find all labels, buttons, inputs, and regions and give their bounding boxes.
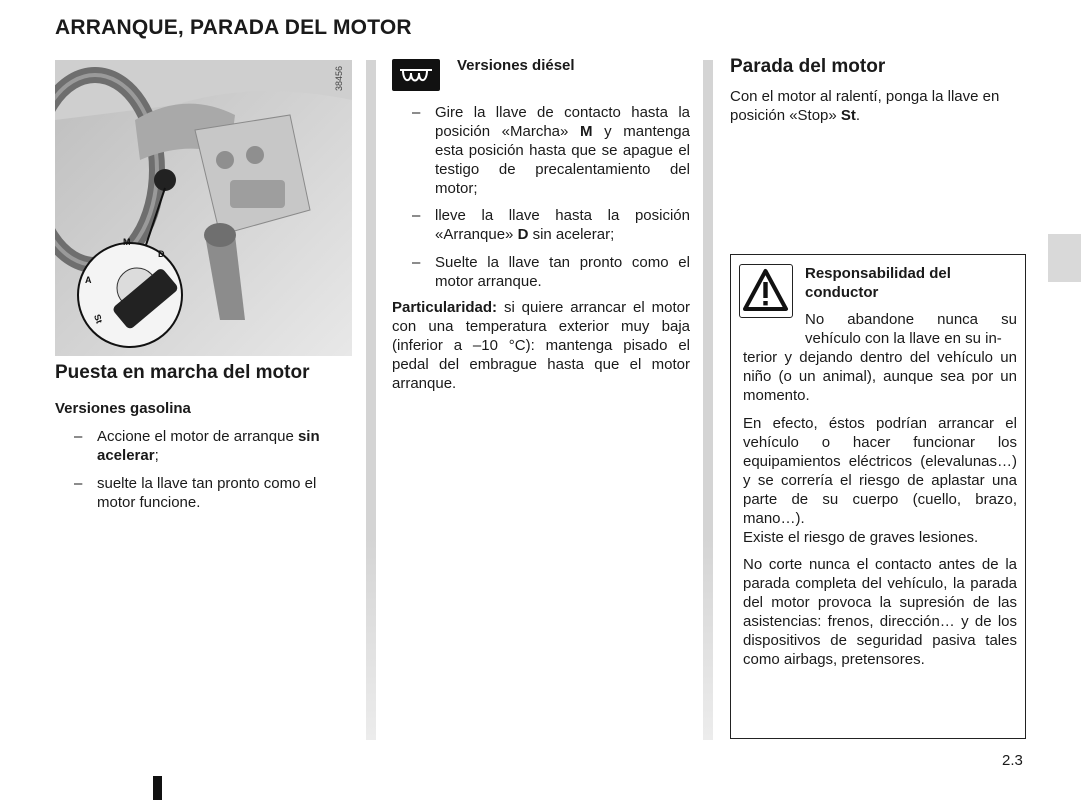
list-dash: – [74, 428, 83, 445]
key-position-a: A [85, 275, 92, 285]
list-dash: – [74, 475, 83, 492]
page-number: 2.3 [1002, 752, 1023, 769]
warning-triangle-icon [739, 264, 793, 318]
warning-heading: Responsabilidad del conductor [805, 265, 951, 301]
gasoline-versions-heading: Versiones gasolina [55, 400, 191, 417]
stop-engine-heading: Parada del motor [730, 56, 886, 77]
list-dash: – [412, 207, 421, 224]
section-tab [1048, 234, 1081, 282]
warning-paragraph: No abandone nunca su vehículo con la llave en su in- [805, 311, 1017, 347]
start-engine-heading: Puesta en marcha del motor [55, 362, 310, 383]
warning-paragraph: No corte nunca el contacto antes de la parada completa del vehículo, la parada del motor provoca la supresión de las asistencias: frenos, dirección… y de los dispositivos de seguridad pasiva tales como airbags, pretensores. [743, 556, 1017, 668]
diesel-versions-heading: Versiones diésel [457, 57, 575, 74]
glow-plug-icon [392, 59, 440, 91]
emphasis: D [517, 226, 529, 243]
stop-engine-text: Con el motor al ralentí, ponga la llave en posición «Stop» St. [730, 88, 1000, 124]
key-position-m: M [123, 237, 131, 247]
emphasis: M [580, 123, 593, 140]
warning-paragraph: En efecto, éstos podrían arrancar el vehículo o hacer funcionar los equipamientos eléctricos (elevalunas…) y se correría el riesgo de aplastar una parte de su cuerpo (cuello, brazo, mano…). [743, 415, 1017, 527]
page-title: ARRANQUE, PARADA DEL MOTOR [55, 16, 412, 39]
particularity-label: Particularidad: [392, 299, 498, 316]
emphasis: sin acelerar [97, 428, 320, 464]
list-dash: – [412, 254, 421, 271]
key-position-d: D [158, 249, 165, 259]
key-position-st: St [91, 312, 105, 325]
particularity-note: Particularidad: si quiere arrancar el motor con una temperatura exterior muy baja (inferior a –10 °C): mantenga pisado el pedal del embrague hasta que el motor arranque. [392, 299, 690, 392]
figure-reference-number: 38456 [334, 66, 344, 92]
warning-paragraph: Existe el riesgo de graves lesiones. [743, 529, 979, 546]
warning-paragraph: terior y dejando dentro del vehículo un niño (o un animal), aunque sea por un momento. [743, 349, 1017, 404]
print-mark [153, 776, 162, 800]
emphasis: St [840, 107, 856, 124]
dashboard-illustration [55, 60, 352, 356]
column-divider [703, 60, 713, 740]
column-divider [366, 60, 376, 740]
list-dash: – [412, 104, 421, 121]
